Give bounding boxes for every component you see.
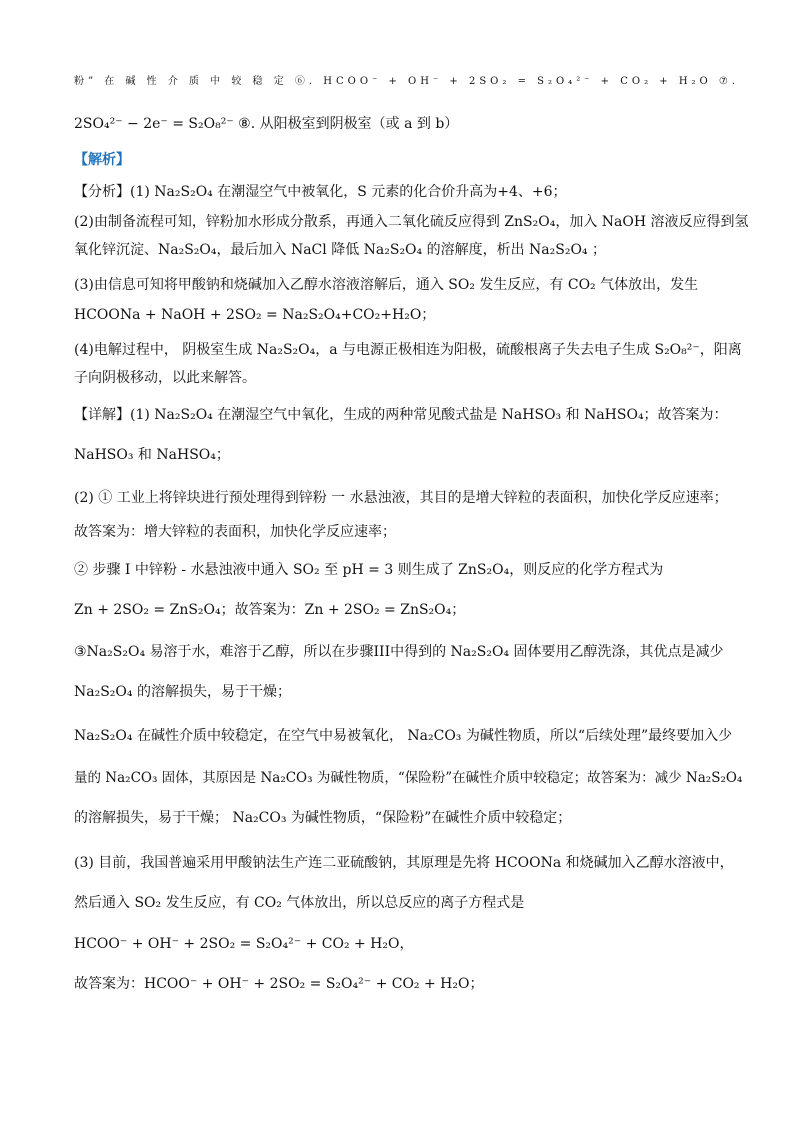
answer-line-6-7: 粉” 在 碱 性 介 质 中 较 稳 定 ⑥. HCOO⁻ + OH⁻ + 2SO₂ = S₂O₄²⁻ + CO₂ + H₂O ⑦. [74,76,740,87]
detail-line-12: (3) 目前，我国普遍采用甲酸钠法生产连二亚硫酸钠，其原理是先将 HCOONa 和烧碱加入乙醇水溶液中， [74,855,734,871]
detail-line-4: 故答案为：增大锌粒的表面积，加快化学反应速率； [74,524,396,540]
detail-line-14: HCOO⁻ + OH⁻ + 2SO₂ = S₂O₄²⁻ + CO₂ + H₂O， [74,936,414,952]
analysis-line-7: 子向阴极移动，以此来解答。 [74,370,256,386]
analysis-line-6: (4)电解过程中， 阴极室生成 Na₂S₂O₄，a 与电源正极相连为阳极，硫酸根离子失去电子生成 S₂O₈²⁻，阳离 [74,342,742,358]
answer-line-8: 2SO₄²⁻ − 2e⁻ = S₂O₈²⁻ ⑧. 从阳极室到阴极室（或 a 到 b） [74,116,459,132]
detail-line-9: Na₂S₂O₄ 在碱性介质中较稳定，在空气中易被氧化， Na₂CO₃ 为碱性物质，所以“后续处理”最终要加入少 [74,728,733,744]
detail-line-8: Na₂S₂O₄ 的溶解损失，易于干燥； [74,684,291,700]
analysis-line-5: HCOONa + NaOH + 2SO₂ = Na₂S₂O₄+CO₂+H₂O； [74,307,436,323]
section-label-analysis: 【解析】 [74,152,130,168]
analysis-line-2: (2)由制备流程可知，锌粉加水形成分散系，再通入二氧化硫反应得到 ZnS₂O₄，加入 NaOH 溶液反应得到氢 [74,214,749,230]
detail-line-3: (2) ① 工业上将锌块进行预处理得到锌粉 一 水悬浊液，其目的是增大锌粒的表面积，加快化学反应速率； [74,490,728,506]
analysis-line-4: (3)由信息可知将甲酸钠和烧碱加入乙醇水溶液溶解后，通入 SO₂ 发生反应，有 CO₂ 气体放出，发生 [74,277,699,293]
detail-line-11: 的溶解损失，易于干燥； Na₂CO₃ 为碱性物质，“保险粉”在碱性介质中较稳定； [74,810,572,826]
detail-line-15: 故答案为：HCOO⁻ + OH⁻ + 2SO₂ = S₂O₄²⁻ + CO₂ + H₂O； [74,976,484,992]
detail-line-1: 【详解】(1) Na₂S₂O₄ 在潮湿空气中氧化，生成的两种常见酸式盐是 NaHSO₃ 和 NaHSO₄；故答案为： [74,407,728,423]
detail-line-13: 然后通入 SO₂ 发生反应，有 CO₂ 气体放出，所以总反应的离子方程式是 [74,895,525,911]
analysis-line-3: 氧化锌沉淀、Na₂S₂O₄，最后加入 NaCl 降低 Na₂S₂O₄ 的溶解度，析出 Na₂S₂O₄ ； [74,242,606,258]
detail-line-10: 量的 Na₂CO₃ 固体，其原因是 Na₂CO₃ 为碱性物质，“保险粉”在碱性介质中较稳定；故答案为：减少 Na₂S₂O₄ [74,770,743,786]
detail-line-2: NaHSO₃ 和 NaHSO₄； [74,447,230,463]
detail-line-6: Zn + 2SO₂ = ZnS₂O₄；故答案为：Zn + 2SO₂ = ZnS₂O₄； [74,602,466,618]
analysis-line-1: 【分析】(1) Na₂S₂O₄ 在潮湿空气中被氧化，S 元素的化合价升高为+4、+6； [74,184,567,200]
detail-line-5: ② 步骤 I 中锌粉 - 水悬浊液中通入 SO₂ 至 pH = 3 则生成了 ZnS₂O₄，则反应的化学方程式为 [74,562,664,578]
detail-line-7: ③Na₂S₂O₄ 易溶于水，难溶于乙醇，所以在步骤III中得到的 Na₂S₂O₄ 固体要用乙醇洗涤，其优点是减少 [74,644,724,660]
